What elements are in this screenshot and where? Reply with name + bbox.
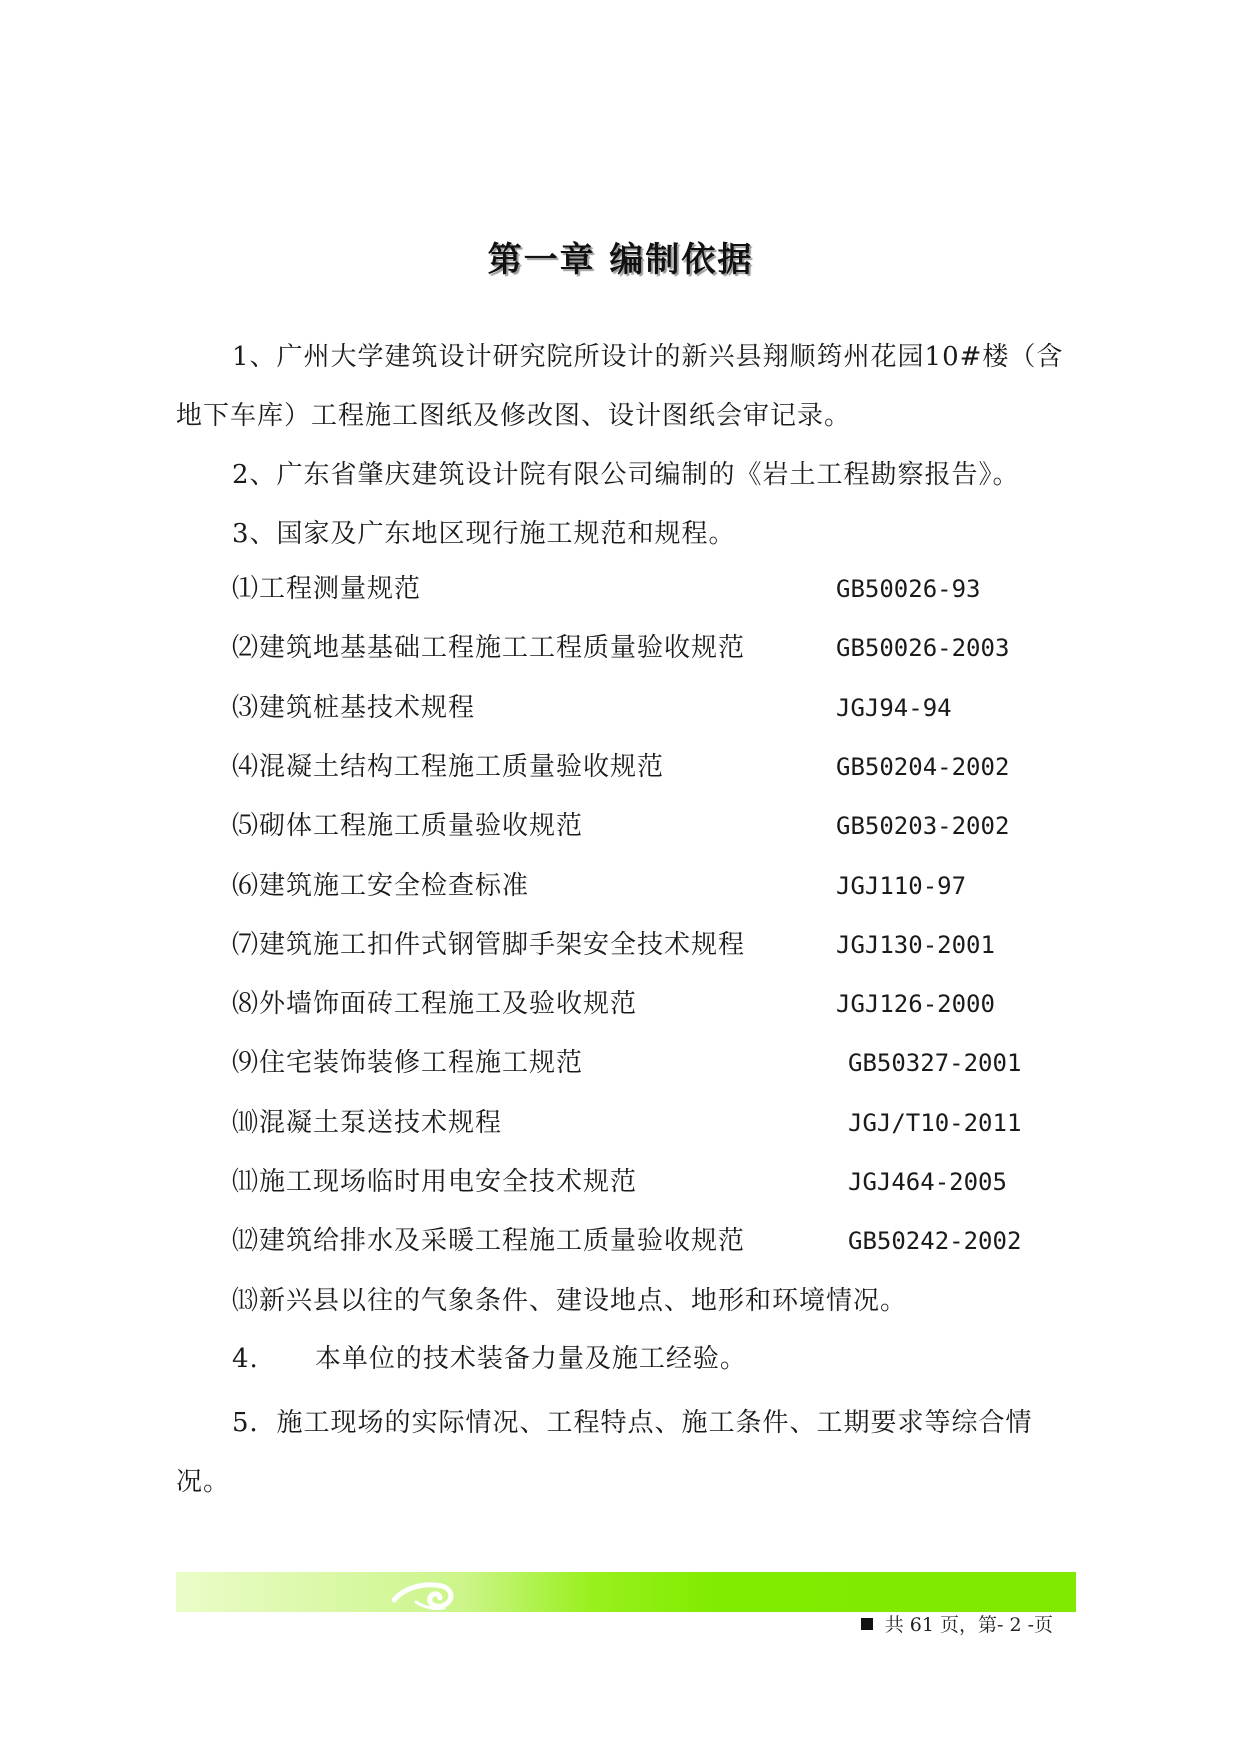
standard-name: ⑹建筑施工安全检查标准 xyxy=(232,870,530,901)
chapter-title: 第一章 编制依据 xyxy=(487,240,754,280)
standard-code: GB50026-93 xyxy=(836,575,981,603)
standard-item xyxy=(232,560,1092,619)
standard-code: GB50204-2002 xyxy=(836,752,1010,781)
footer-banner xyxy=(176,1572,1076,1612)
footer-square-icon xyxy=(861,1618,873,1630)
standard-name: ⑺建筑施工扣件式钢管脚手架安全技术规程 xyxy=(232,929,746,960)
paragraph-basis-1: 1、广州大学建筑设计研究院所设计的新兴县翔顺筠州花园10#楼（含地下车库）工程施工图纸及修改图、设计图纸会审记录。 xyxy=(176,342,1064,431)
swirl-ornament-icon xyxy=(390,1572,460,1612)
page-number: 共 61 页，第- 2 -页 xyxy=(884,1614,1053,1636)
standard-name: ⑼住宅装饰装修工程施工规范 xyxy=(232,1048,584,1079)
standard-item xyxy=(232,857,1092,916)
paragraph-basis-5: 5．施工现场的实际情况、工程特点、施工条件、工期要求等综合情况。 xyxy=(176,1408,1033,1497)
standard-item xyxy=(232,916,1092,975)
standard-code: GB50242-2002 xyxy=(848,1227,1022,1256)
standard-item xyxy=(232,1094,1092,1153)
item-4-number: 4. xyxy=(232,1344,259,1374)
standard-name: ⑵建筑地基基础工程施工工程质量验收规范 xyxy=(232,633,746,664)
standard-item xyxy=(232,797,1092,856)
standard-item xyxy=(232,1212,1092,1271)
standard-item xyxy=(232,619,1092,678)
page-footer xyxy=(861,1610,1053,1637)
standard-code: GB50327-2001 xyxy=(848,1049,1022,1078)
standard-name: ⑴工程测量规范 xyxy=(232,574,422,604)
standard-code: JGJ126-2000 xyxy=(836,990,995,1019)
paragraph-basis-4 xyxy=(232,1330,1092,1389)
paragraph-basis-3: 3、国家及广东地区现行施工规范和规程。 xyxy=(232,519,736,549)
standard-code: JGJ110-97 xyxy=(836,871,967,900)
standard-name: ⑻外墙饰面砖工程施工及验收规范 xyxy=(232,989,638,1020)
item-4-text: 本单位的技术装备力量及施工经验。 xyxy=(314,1344,747,1374)
standard-name: ⑸砌体工程施工质量验收规范 xyxy=(232,811,584,842)
standard-item xyxy=(232,738,1092,797)
standard-name: ⑶建筑桩基技术规程 xyxy=(232,692,476,723)
standard-code: JGJ94-94 xyxy=(836,693,952,722)
standard-item xyxy=(232,975,1092,1034)
standard-code: JGJ130-2001 xyxy=(836,930,995,959)
standard-name: ⑾施工现场临时用电安全技术规范 xyxy=(232,1167,638,1197)
standard-item xyxy=(232,679,1092,738)
standard-item xyxy=(232,1034,1092,1093)
standard-name: ⑿建筑给排水及采暖工程施工质量验收规范 xyxy=(232,1226,746,1257)
standard-name: ⑽混凝土泵送技术规程 xyxy=(232,1107,503,1138)
standard-code: GB50203-2002 xyxy=(836,812,1010,841)
standard-code: JGJ/T10-2011 xyxy=(848,1108,1022,1137)
paragraph-basis-2: 2、广东省肇庆建筑设计院有限公司编制的《岩土工程勘察报告》。 xyxy=(232,460,1020,490)
standard-item xyxy=(232,1272,1092,1331)
standard-code: GB50026-2003 xyxy=(836,634,1010,663)
standard-item xyxy=(232,1153,1092,1212)
standard-name: ⑷混凝土结构工程施工质量验收规范 xyxy=(232,751,665,782)
standard-code: JGJ464-2005 xyxy=(848,1168,1007,1196)
standard-name: ⒀新兴县以往的气象条件、建设地点、地形和环境情况。 xyxy=(232,1285,908,1316)
